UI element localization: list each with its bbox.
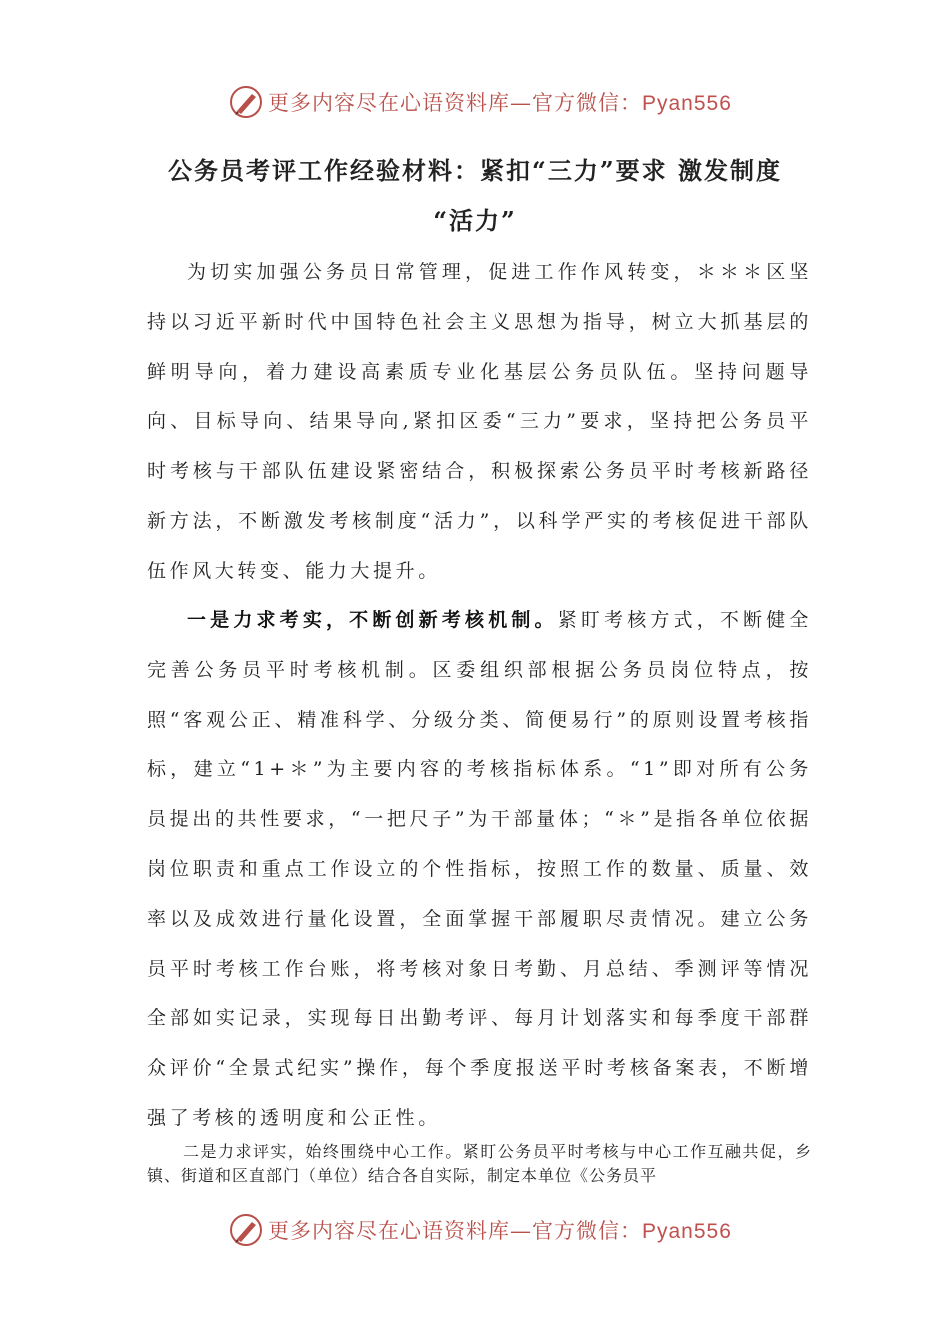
watermark-banner-bottom <box>228 1210 748 1250</box>
paragraph-intro: 为切实加强公务员日常管理，促进工作作风转变，＊＊＊区坚持以习近平新时代中国特色社会主义思想为指导，树立大抓基层的鲜明导向，着力建设高素质专业化基层公务员队伍。坚持问题导向、目标导向、结果导向,紧扣区委“三力”要求，坚持把公务员平时考核与干部队伍建设紧密结合，积极探索公务员平时考核新路径新方法，不断激发考核制度“活力”，以科学严实的考核促进干部队伍作风大转变、能力大提升。 <box>147 261 812 582</box>
pen-logo-icon <box>228 84 264 120</box>
document-title-line2: “活力” <box>433 206 517 235</box>
pen-logo-icon <box>228 1212 264 1248</box>
watermark-banner-top <box>228 82 748 122</box>
section-one-body: 紧盯考核方式，不断健全完善公务员平时考核机制。区委组织部根据公务员岗位特点，按照“客观公正、精准科学、分级分类、简便易行”的原则设置考核指标，建立“1+＊”为主要内容的考核指标体系。“1”即对所有公务员提出的共性要求，“一把尺子”为干部量体；“＊”是指各单位依据岗位职责和重点工作设立的个性指标，按照工作的数量、质量、效率以及成效进行量化设置，全面掌握干部履职尽责情况。建立公务员平时考核工作台账，将考核对象日考勤、月总结、季测评等情况全部如实记录，实现每日出勤考评、每月计划落实和每季度干部群众评价“全景式纪实”操作，每个季度报送平时考核备案表，不断增强了考核的透明度和公正性。 <box>147 609 812 1129</box>
paragraph-section-one <box>147 596 812 1144</box>
document-title-line1: 公务员考评工作经验材料：紧扣“三力”要求 激发制度 <box>168 156 782 185</box>
watermark-text: 更多内容尽在心语资料库—官方微信：Pyan556 <box>268 91 732 115</box>
section-one-heading: 一是力求考实，不断创新考核机制。 <box>187 609 558 631</box>
paragraph-section-two: 二是力求评实，始终围绕中心工作。紧盯公务员平时考核与中心工作互融共促，乡镇、街道和区直部门（单位）结合各自实际，制定本单位《公务员平 <box>147 1142 812 1185</box>
watermark-text: 更多内容尽在心语资料库—官方微信：Pyan556 <box>268 1219 732 1243</box>
